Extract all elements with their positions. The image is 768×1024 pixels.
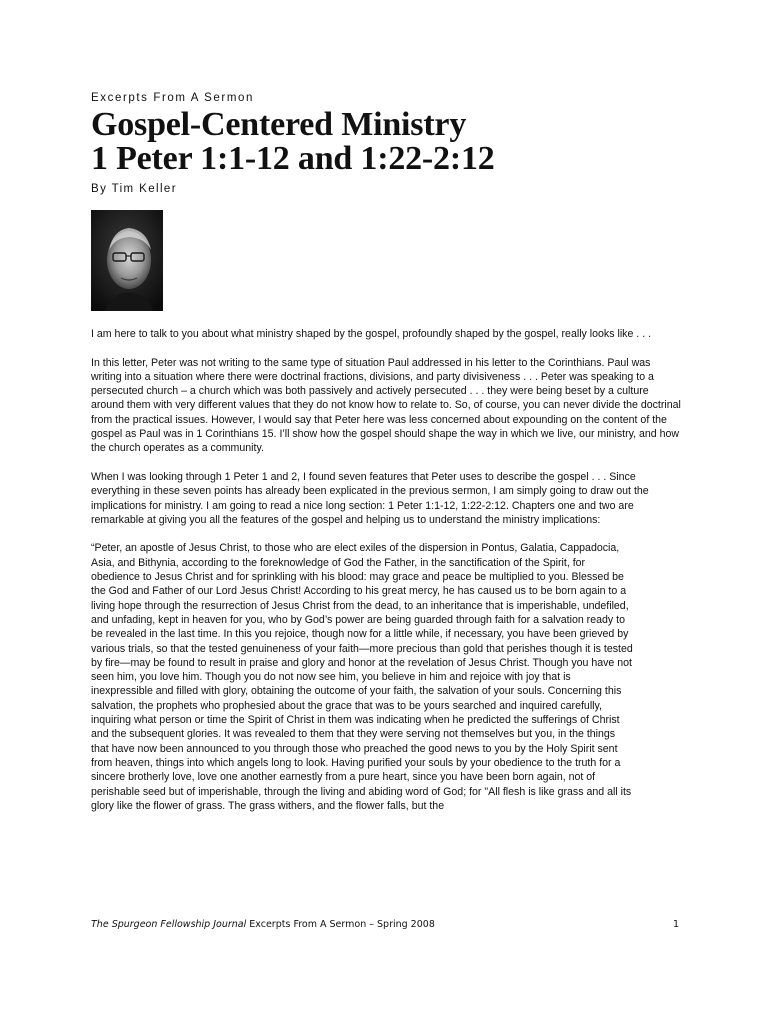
article-body — [91, 327, 681, 813]
paragraph: In this letter, Peter was not writing to the same type of situation Paul addressed in his letter to the Corinthians. Paul was writing into a situation where there were doctrinal fractions, divisions, and party divisiveness . . . Peter was speaking to a persecuted church – a church which was both passively and actively persecuted . . . they were being beset by a culture around them with very different values that they do not know how to relate to. So, of course, you can never divide the doctrinal from the practical issues. However, I would say that Peter here was less concerned about expounding on the content of the gospel as Paul was in 1 Corinthians 15. I’ll show how the gospel should shape the way in which we live, our ministry, and how the church operates as a community. — [91, 356, 681, 455]
author-portrait — [91, 210, 163, 311]
author-byline: By Tim Keller — [91, 183, 177, 195]
title-line-1: Gospel-Centered Ministry — [91, 106, 467, 143]
section-kicker: Excerpts From A Sermon — [91, 92, 255, 104]
paragraph: I am here to talk to you about what ministry shaped by the gospel, profoundly shaped by the gospel, really looks like . . . — [91, 328, 652, 340]
footer-journal-name: The Spurgeon Fellowship Journal — [91, 919, 247, 930]
footer-issue: Excerpts From A Sermon – Spring 2008 — [246, 919, 435, 930]
page-footer — [91, 918, 679, 932]
scripture-quote: “Peter, an apostle of Jesus Christ, to those who are elect exiles of the dispersion in Pontus, Galatia, Cappadocia, Asia, and Bithynia, according to the foreknowledge of God the Father, in the sanctification of the Spirit, for obedience to Jesus Christ and for sprinkling with his blood: may grace and peace be multiplied to you. Blessed be the God and Father of our Lord Jesus Christ! According to his great mercy, he has caused us to be born again to a living hope through the resurrection of Jesus Christ from the dead, to an inheritance that is imperishable, undefiled, and unfading, kept in heaven for you, who by God’s power are being guarded through faith for a salvation ready to be revealed in the last time. In this you rejoice, though now for a little while, if necessary, you have been grieved by various trials, so that the tested genuineness of your faith—more precious than gold that perishes though it is tested by fire—may be found to result in praise and glory and honor at the revelation of Jesus Christ. Though you have not seen him, you love him. Though you do not now see him, you believe in him and rejoice with joy that is inexpressible and filled with glory, obtaining the outcome of your faith, the salvation of your souls. Concerning this salvation, the prophets who prophesied about the grace that was to be yours searched and inquired carefully, inquiring what person or time the Spirit of Christ in them was indicating when he predicted the sufferings of Christ and the subsequent glories. It was revealed to them that they were serving not themselves but you, in the things that have now been announced to you through those who preached the good news to you by the Holy Spirit sent from heaven, things into which angels long to look. Having purified your souls by your obedience to the truth for a sincere brotherly love, love one another earnestly from a pure heart, since you have been born again, not of perishable seed but of imperishable, through the living and abiding word of God; for "All flesh is like grass and all its glory like the flower of grass. The grass withers, and the flower falls, but the — [91, 542, 633, 812]
paragraph: When I was looking through 1 Peter 1 and 2, I found seven features that Peter uses to describe the gospel . . . Since everything in these seven points has already been explicated in the previous sermon, I am simply going to draw out the implications for ministry. I am going to read a nice long section: 1 Peter 1:1-12, 1:22-2:12. Chapters one and two are remarkable at giving you all the features of the gospel and helping us to understand the ministry implications: — [91, 470, 649, 526]
footer-source — [91, 918, 435, 932]
page-title — [91, 108, 681, 176]
title-line-2: 1 Peter 1:1-12 and 1:22-2:12 — [91, 140, 495, 177]
document-page — [91, 90, 681, 827]
author-portrait-image — [91, 210, 163, 311]
page-number: 1 — [672, 919, 679, 930]
